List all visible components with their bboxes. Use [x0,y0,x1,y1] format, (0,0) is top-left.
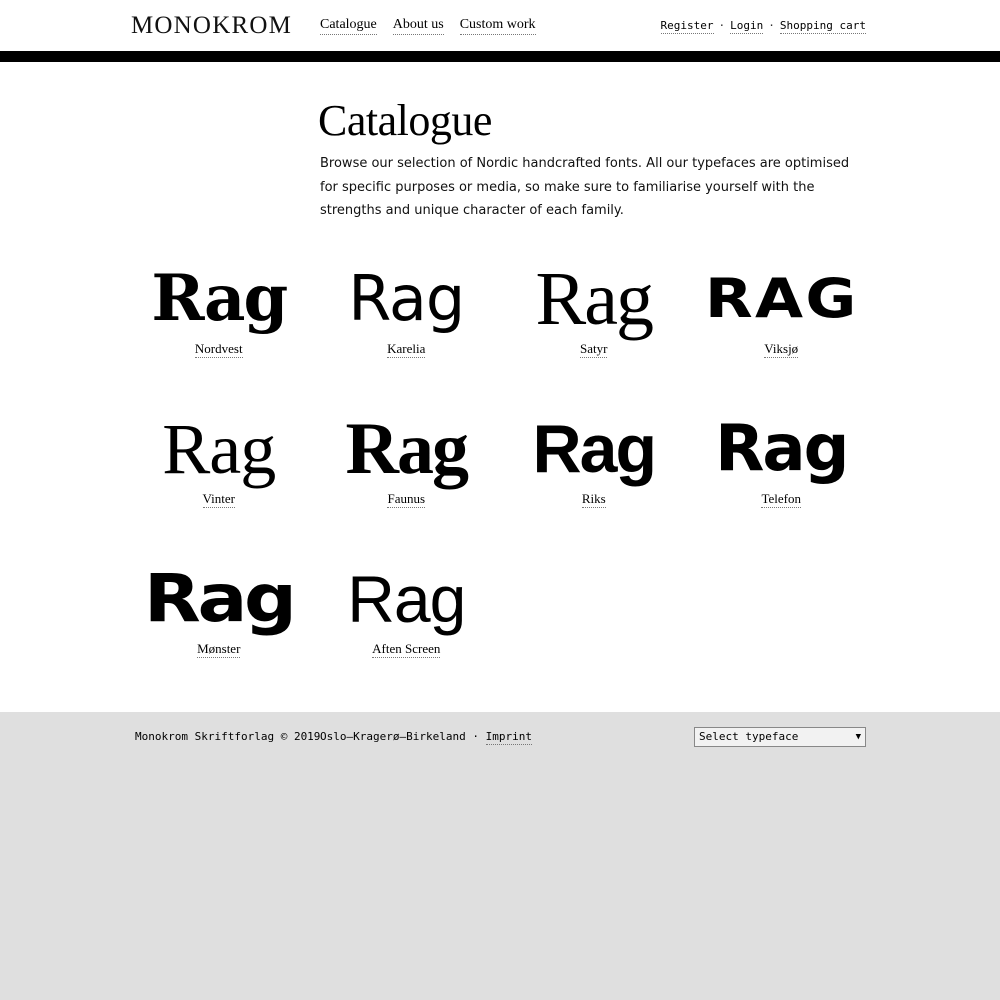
typeface-grid [125,257,875,707]
typeface-card-nordvest[interactable] [125,257,313,407]
typeface-sample[interactable]: Rag [532,411,655,487]
locations-text: Oslo—Kragerø—Birkeland · [320,730,479,743]
header-divider-bar [0,51,1000,62]
typeface-name-link[interactable]: Vinter [202,491,235,506]
typeface-card-riks[interactable] [500,407,688,557]
imprint-link[interactable]: Imprint [485,730,532,743]
typeface-card-faunus[interactable] [313,407,501,557]
typeface-sample[interactable]: RAG [704,267,859,330]
page-title: Catalogue [318,96,492,145]
typeface-sample[interactable]: Rag [345,408,467,490]
typeface-name-link[interactable]: Viksjø [764,341,799,356]
copyright-text: Monokrom Skriftforlag © 2019 [135,730,321,743]
nav-about-us[interactable]: About us [393,17,444,35]
typeface-select-value: Select typeface [699,730,799,743]
separator: · [718,19,726,32]
typeface-card-viksjo[interactable] [688,257,876,407]
typeface-name-link[interactable]: Aften Screen [372,641,441,656]
typeface-name-link[interactable]: Telefon [761,491,801,506]
typeface-name-link[interactable]: Karelia [387,341,426,356]
typeface-sample[interactable]: Rag [151,261,287,336]
account-links [661,19,866,34]
typeface-card-monster[interactable] [125,557,313,707]
intro-text: Browse our selection of Nordic handcrafted fonts. All our typefaces are optimised for specific purposes or media, so make sure to familiarise yourself with the strengths and unique character of each family. [320,156,850,218]
dropdown-arrow-icon: ▼ [855,732,861,742]
typeface-name-link[interactable]: Nordvest [194,341,243,356]
register-link[interactable]: Register [660,19,714,32]
typeface-card-vinter[interactable] [125,407,313,557]
typeface-name-link[interactable]: Riks [581,491,606,506]
typeface-name-link[interactable]: Satyr [580,341,608,356]
typeface-sample[interactable]: Rag [162,409,276,489]
typeface-sample[interactable]: Rag [347,562,466,636]
site-header [0,0,1000,51]
typeface-card-aften-screen[interactable] [313,557,501,707]
typeface-card-karelia[interactable] [313,257,501,407]
typeface-sample[interactable]: Rag [715,412,848,486]
nav-catalogue[interactable]: Catalogue [320,17,377,35]
nav-custom-work[interactable]: Custom work [460,17,536,35]
login-link[interactable]: Login [730,19,764,32]
locations-line [320,730,532,743]
typeface-sample[interactable]: Rag [348,262,465,335]
typeface-name-link[interactable]: Faunus [387,491,426,506]
site-logo[interactable]: MONOKROM [131,12,293,39]
main-content [0,62,1000,712]
typeface-sample[interactable]: Rag [143,560,294,637]
typeface-sample[interactable]: Rag [535,257,652,341]
site-footer [0,712,1000,1000]
typeface-card-telefon[interactable] [688,407,876,557]
separator: · [768,19,775,32]
typeface-name-link[interactable]: Mønster [197,641,241,656]
main-nav [320,17,536,35]
shopping-cart-link[interactable]: Shopping cart [779,19,866,32]
typeface-select[interactable] [694,727,866,747]
typeface-card-satyr[interactable] [500,257,688,407]
